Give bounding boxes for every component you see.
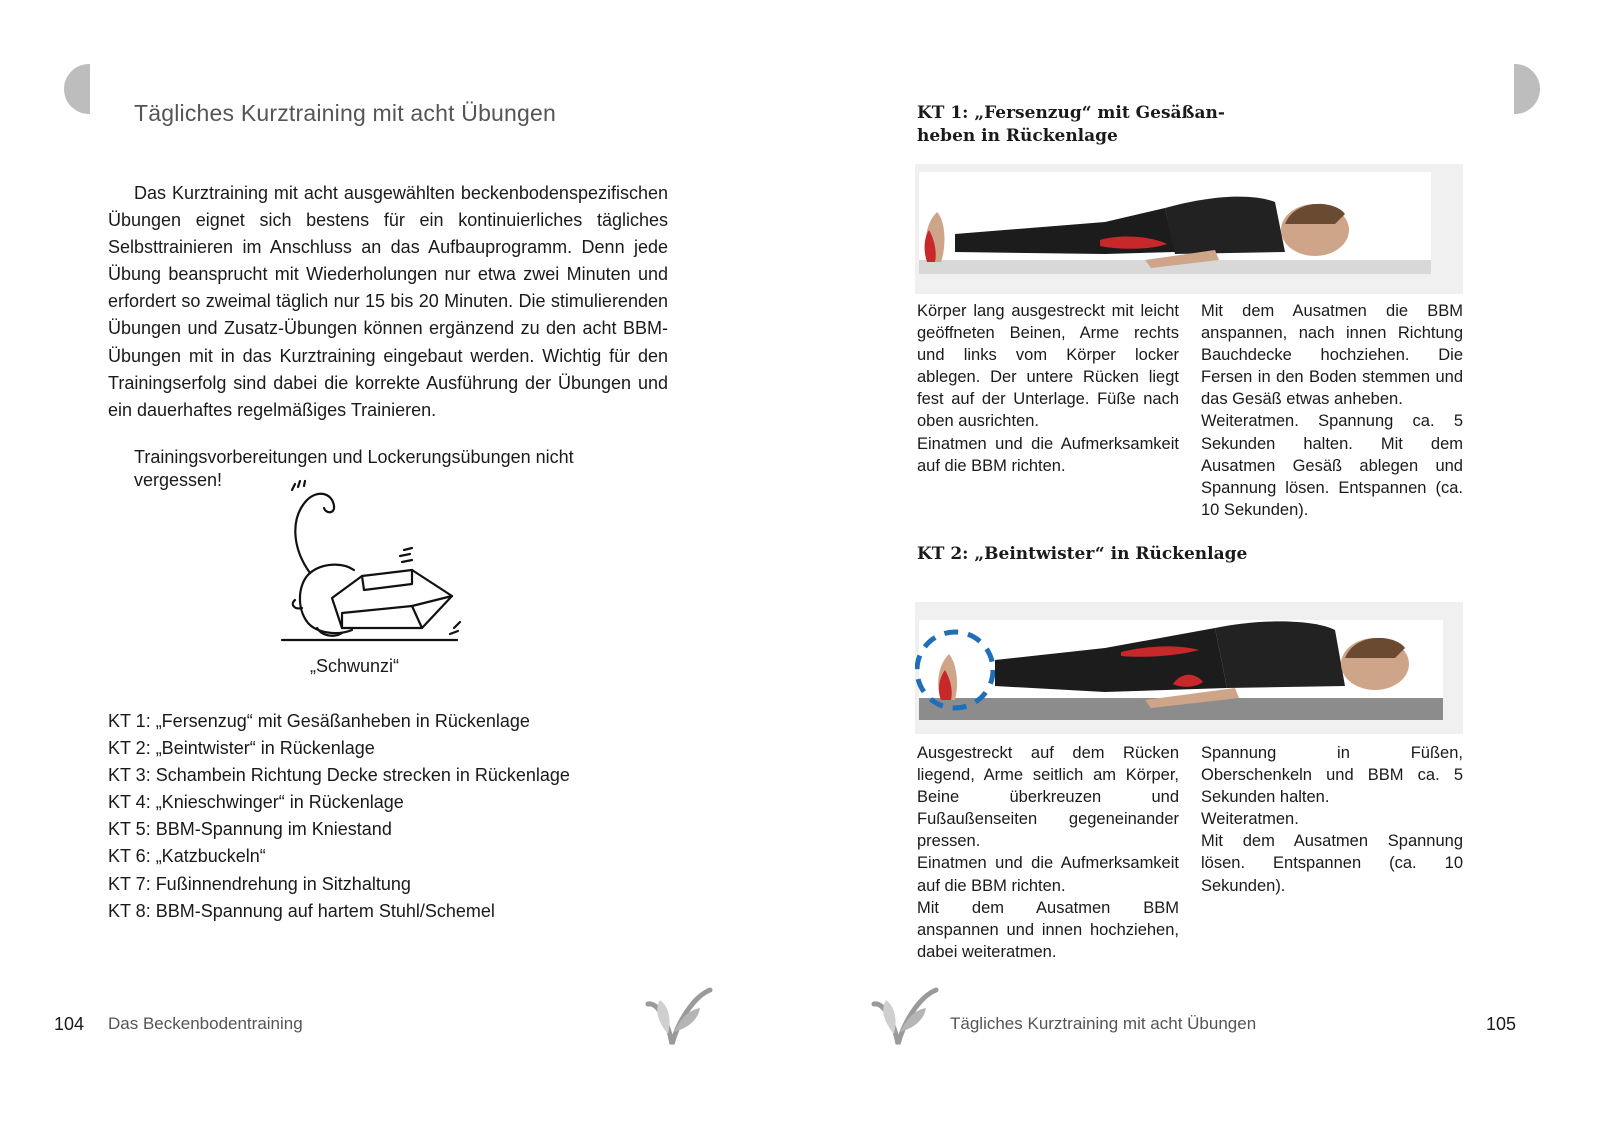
kt1-heading-line: heben in Rückenlage [917,126,1118,146]
kt1-description-right [1201,300,1463,521]
list-item: KT 8: BBM-Spannung auf hartem Stuhl/Schemel [108,900,495,921]
kt1-text: Mit dem Ausatmen die BBM anspannen, nach innen Richtung Bauchdecke hochziehen. Die Fersen in den Boden stemmen und das Gesäß etwas anheben. [1201,302,1463,409]
footer-title: Das Beckenbodentraining [108,1014,303,1033]
list-item: KT 5: BBM-Spannung im Kniestand [108,819,392,840]
kt1-heading-line: KT 1: „Fersenzug“ mit Gesäßan- [917,103,1225,123]
kt1-description-left [917,300,1179,477]
kt1-heading [917,102,1225,148]
page-number: 105 [1486,1014,1517,1034]
kt2-description-left [917,742,1179,963]
kt2-photo [915,602,1463,734]
list-item: KT 4: „Knieschwinger“ in Rückenlage [108,792,404,813]
schwunzi-cartoon [262,478,472,653]
preparation-note: Trainingsvorbereitungen und Lockerungsübungen nicht vergessen! [134,447,574,490]
kt2-heading: KT 2: „Beintwister“ in Rückenlage [917,544,1248,564]
kt2-text: Ausgestreckt auf dem Rücken liegend, Arme seitlich am Körper, Beine überkreuzen und Fußaußenseiten gegeneinander pressen. [917,744,1179,851]
cartoon-caption: „Schwunzi“ [310,656,400,676]
exercise-list [108,708,570,925]
page-title: Tägliches Kurztraining mit acht Übungen [134,100,557,126]
kt1-photo [915,164,1463,294]
footer-title: Tägliches Kurztraining mit acht Übungen [950,1014,1257,1033]
kt1-text: Einatmen und die Aufmerksamkeit auf die BBM richten. [917,434,1179,475]
kt2-description-right [1201,742,1463,897]
kt2-text: Weiteratmen. [1201,810,1299,829]
page-tab-marker [1514,64,1540,114]
leaf-logo-icon [864,982,944,1052]
kt1-text: Körper lang ausgestreckt mit leicht geöffneten Beinen, Arme rechts und links vom Körper locker ablegen. Der untere Rücken liegt fest auf der Unterlage. Füße nach oben ausrichten. [917,302,1179,431]
list-item: KT 3: Schambein Richtung Decke strecken in Rückenlage [108,765,570,786]
page-number: 104 [54,1014,85,1034]
kt2-text: Einatmen und die Aufmerksamkeit auf die BBM richten. [917,854,1179,895]
leaf-logo-icon [638,982,718,1052]
kt2-text: Mit dem Ausatmen BBM anspannen und innen hochziehen, dabei weiteratmen. [917,898,1179,961]
intro-paragraph: Das Kurztraining mit acht ausgewählten beckenbodenspezifischen Übungen eignet sich bestens für ein kontinuierliches tägliches Selbsttrainieren im Anschluss an das Aufbauprogramm. Denn jede Übung beansprucht mit Wiederholungen nur etwa zwei Minuten und erfordert so zweimal täglich nur 15 bis 20 Minuten. Die stimulierenden Übungen und Zusatz-Übungen können ergänzend zu den acht BBM-Übungen mit in das Kurztraining eingebaut werden. Wichtig für den Trainingserfolg sind dabei die korrekte Ausführung der Übungen und ein dauerhaftes regelmäßiges Trainieren. [108,183,668,420]
page-tab-marker [64,64,90,114]
kt1-text: Weiteratmen. Spannung ca. 5 Sekunden halten. Mit dem Ausatmen Gesäß ablegen und Spannung lösen. Entspannen (ca. 10 Sekunden). [1201,412,1463,519]
kt2-text: Mit dem Ausatmen Spannung lösen. Entspannen (ca. 10 Sekunden). [1201,832,1463,895]
kt2-text: Spannung in Füßen, Oberschenkeln und BBM ca. 5 Sekunden halten. [1201,744,1463,807]
list-item: KT 1: „Fersenzug“ mit Gesäßanheben in Rückenlage [108,711,530,731]
right-page [800,0,1600,1135]
list-item: KT 7: Fußinnendrehung in Sitzhaltung [108,873,411,894]
list-item: KT 2: „Beintwister“ in Rückenlage [108,738,375,759]
list-item: KT 6: „Katzbuckeln“ [108,846,266,867]
